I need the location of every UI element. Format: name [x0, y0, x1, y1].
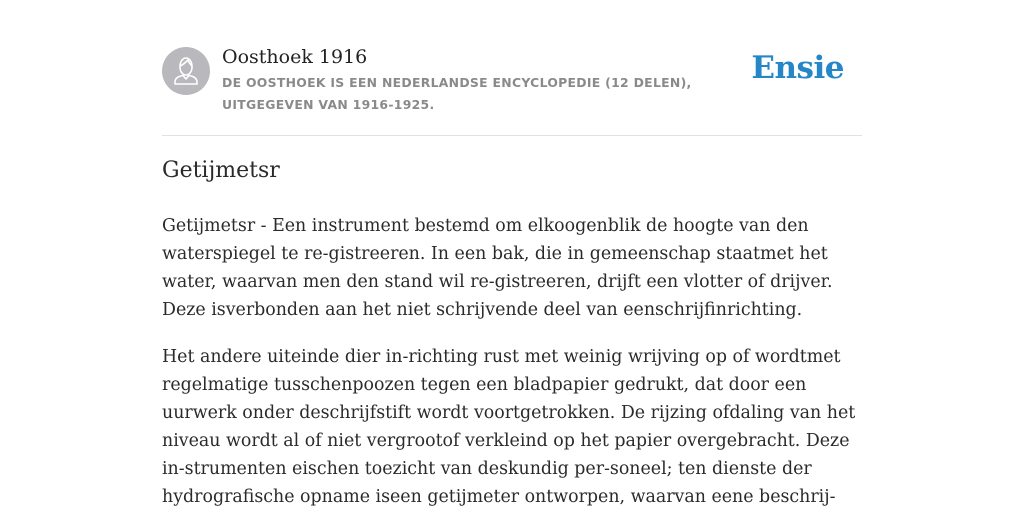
source-header — [162, 44, 862, 136]
user-icon[interactable] — [162, 47, 210, 95]
article-paragraph: Getijmetsr - Een instrument bestemd om elkoogenblik de hoogte van den waterspiegel te re-gistreeren. In een bak, die in gemeenschap staatmet het water, waarvan men den stand wil re-gistreeren, drijft een vlotter of drijver. Deze isverbonden aan het niet schrijvende deel van eenschrijfinrichting. — [162, 216, 833, 320]
brand-logo[interactable]: Ensie — [751, 50, 844, 86]
article-title: Getijmetsr — [162, 158, 280, 183]
source-title[interactable]: Oosthoek 1916 — [222, 46, 368, 68]
article-body — [162, 212, 866, 512]
article-paragraph: Het andere uiteinde dier in-richting rust met weinig wrijving op of wordtmet regelmatige tusschenpoozen tegen een bladpapier gedrukt, dat door een uurwerk onder deschrijfstift wordt voortgetrokken. De rijzing ofdaling van het niveau wordt al of niet vergrootof verkleind op het papier overgebracht. Deze in-strumenten eischen toezicht van deskundig per-soneel; ten dienste der hydrografische opname iseen getijmeter ontworpen, waarvan eene beschrij- — [162, 347, 856, 507]
source-description: DE OOSTHOEK IS EEN NEDERLANDSE ENCYCLOPEDIE (12 DELEN), UITGEGEVEN VAN 1916-1925. — [222, 75, 692, 112]
header-divider — [162, 135, 862, 136]
